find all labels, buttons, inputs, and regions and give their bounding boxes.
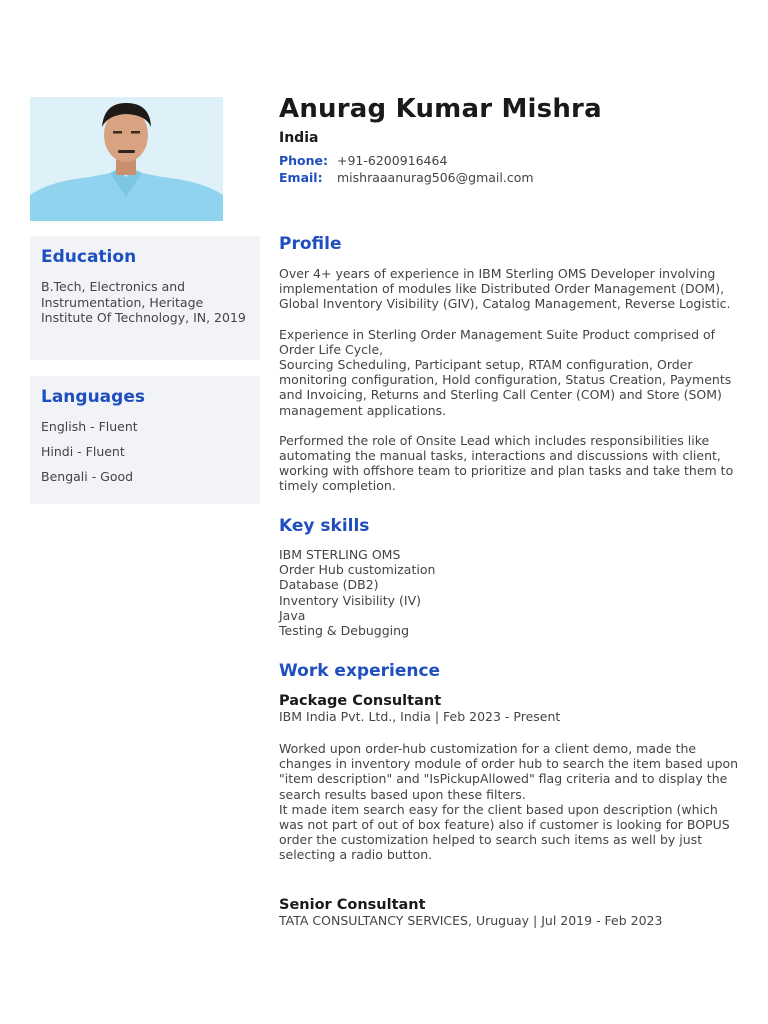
- education-text: B.Tech, Electronics and Instrumentation, Heritage Institute Of Technology, IN, 2019: [41, 279, 246, 325]
- profile-paragraph: Performed the role of Onsite Lead which includes responsibilities like automating the manual tasks, interactions and discussions with client, working with offshore team to prioritize and plan tasks and take them to timely completion.: [279, 432, 734, 494]
- skill-item: Order Hub customization: [279, 562, 436, 578]
- job-title: Senior Consultant: [279, 897, 426, 913]
- profile-section: [279, 266, 741, 494]
- languages-section: [30, 376, 260, 504]
- profile-paragraph: Experience in Sterling Order Management Suite Product comprised of Order Life Cycle, Sourcing Scheduling, Participant setup, RTAM configuration, Order monitoring configuration, Hold configuration, Status Creation, Payments and Invoicing, Returns and Sterling Call Center (COM) and Store (SOM) management applications.: [279, 326, 732, 418]
- language-item: English - Fluent: [41, 419, 138, 434]
- skills-list: [279, 547, 741, 638]
- profile-paragraph: Over 4+ years of experience in IBM Sterling OMS Developer involving implementation of modules like Distributed Order Management (DOM), Global Inventory Visibility (GIV), Catalog Management, Reverse Logistic.: [279, 266, 731, 312]
- phone-label: Phone:: [279, 153, 329, 168]
- email-row: [279, 169, 739, 186]
- skill-item: IBM STERLING OMS: [279, 547, 401, 562]
- candidate-name: Anurag Kumar Mishra: [279, 94, 602, 124]
- resume-header: [279, 92, 739, 186]
- education-heading: Education: [41, 247, 137, 267]
- skill-item: Testing & Debugging: [279, 623, 410, 639]
- phone-row: [279, 152, 739, 169]
- job-entry: [279, 897, 741, 929]
- skill-item: Database (DB2): [279, 577, 379, 593]
- education-section: [30, 236, 260, 360]
- skill-item: Java: [279, 607, 306, 623]
- person-photo-icon: [30, 97, 223, 221]
- job-meta: TATA CONSULTANCY SERVICES, Uruguay | Jul 2019 - Feb 2023: [279, 913, 663, 928]
- contact-info: [279, 152, 739, 186]
- languages-heading: Languages: [41, 387, 145, 407]
- skill-item: Inventory Visibility (IV): [279, 592, 422, 608]
- email-label: Email:: [279, 170, 323, 185]
- work-heading: Work experience: [279, 661, 441, 681]
- profile-photo: [30, 97, 223, 221]
- phone-value[interactable]: +91-6200916464: [337, 153, 448, 168]
- job-title: Package Consultant: [279, 693, 442, 709]
- job-meta: IBM India Pvt. Ltd., India | Feb 2023 - Present: [279, 709, 561, 724]
- job-entry: [279, 693, 741, 725]
- job-description: [279, 741, 741, 863]
- candidate-location: India: [279, 130, 319, 146]
- language-item: Bengali - Good: [41, 469, 134, 484]
- language-item: Hindi - Fluent: [41, 444, 125, 459]
- email-value[interactable]: mishraaanurag506@gmail.com: [337, 170, 534, 185]
- profile-heading: Profile: [279, 234, 342, 254]
- skills-heading: Key skills: [279, 516, 370, 536]
- job-description-text: Worked upon order-hub customization for a client demo, made the changes in inventory module of order hub to search the item based upon "item description" and "IsPickupAllowed" flag criteria and to display the search results based upon these filters. It made item search easy for the client based upon description (which was not part of out of box feature) also if customer is looking for BOPUS order the customization helped to search such items as well by just selecting a radio button.: [279, 741, 739, 863]
